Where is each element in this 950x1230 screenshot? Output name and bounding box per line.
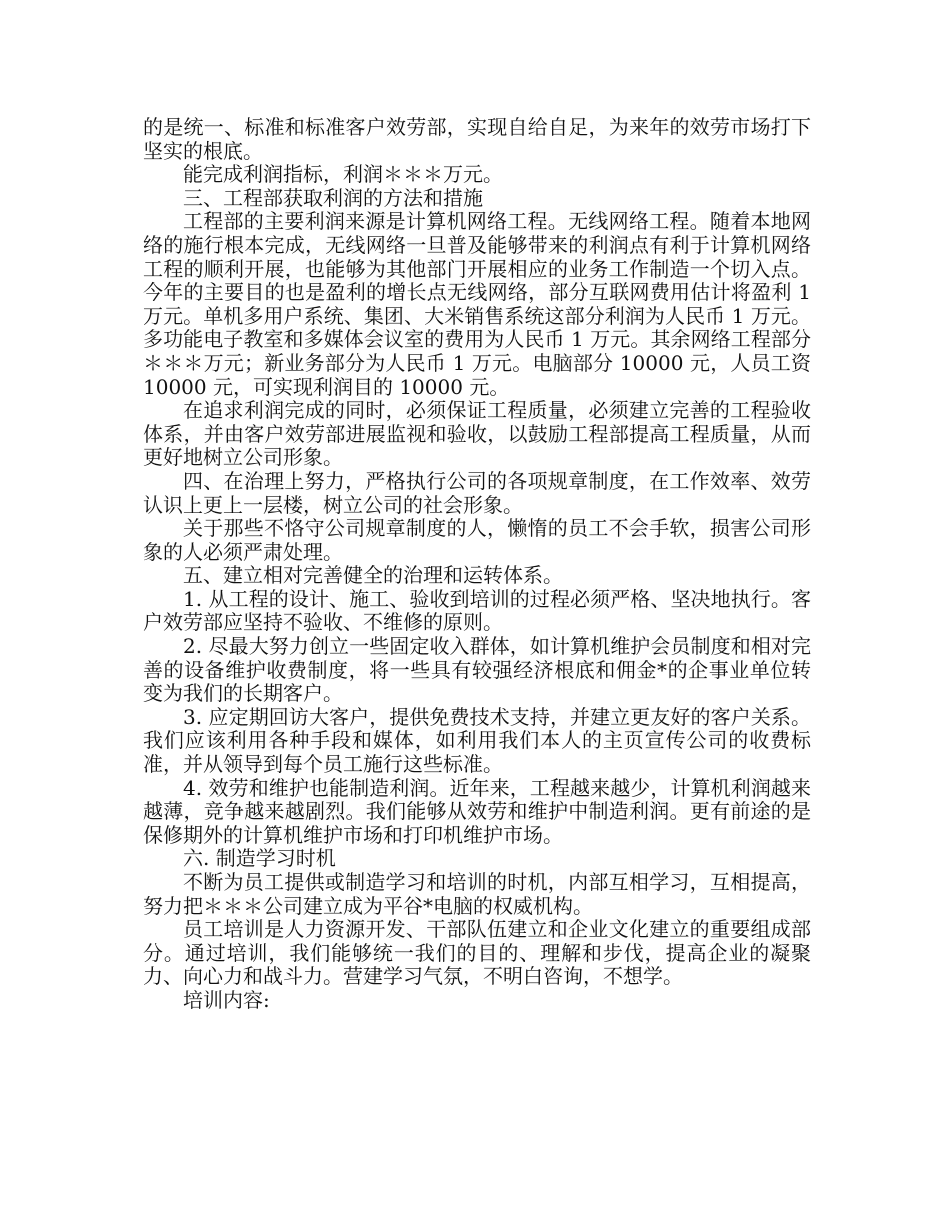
section-heading-4: 四、在治理上努力，严格执行公司的各项规章制度，在工作效率、效劳认识上更上一层楼，树立公司的社会形象。 [143,468,811,517]
paragraph-7: 关于那些不恪守公司规章制度的人，懒惰的员工不会手软，损害公司形象的人必须严肃处理。 [143,516,811,564]
list-item-1: 1. 从工程的设计、施工、验收到培训的过程必须严格、坚决地执行。客户效劳部应坚持不验收、不维修的原则。 [143,586,811,635]
list-item-3: 3. 应定期回访大客户，提供免费技术支持，并建立更友好的客户关系。我们应该利用各种手段和媒体，如利用我们本人的主页宣传公司的收费标准，并从领导到每个员工施行这些标准。 [143,704,811,777]
document-page [143,116,811,1013]
paragraph-16: 培训内容: [183,987,270,1012]
paragraph-2: 能完成利润指标，利润＊＊＊万元。 [183,162,503,187]
paragraph-1: 的是统一、标准和标准客户效劳部，实现自给自足，为来年的效劳市场打下坚实的根底。 [143,115,811,163]
section-heading-5: 五、建立相对完善健全的治理和运转体系。 [183,563,563,588]
paragraph-14: 不断为员工提供或制造学习和培训的时机，内部互相学习，互相提高，努力把＊＊＊公司建立成为平谷*电脑的权威机构。 [143,870,811,918]
paragraph-5: 在追求利润完成的同时，必须保证工程质量，必须建立完善的工程验收体系，并由客户效劳部进展监视和验收，以鼓励工程部提高工程质量，从而更好地树立公司形象。 [143,398,811,470]
paragraph-4: 工程部的主要利润来源是计算机网络工程。无线网络工程。随着本地网络的施行根本完成，无线网络一旦普及能够带来的利润点有利于计算机网络工程的顺利开展，也能够为其他部门开展相应的业务工作制造一个切入点。今年的主要目的也是盈利的增长点无线网络，部分互联网费用估计将盈利 1 万元。单机多用户系统、集团、大米销售系统这部分利润为人民币 1 万元。多功能电子教室和多媒体会议室的费用为人民币 1 万元。其余网络工程部分＊＊＊万元；新业务部分为人民币 1 万元。电脑部分 10000 元，人员工资 10000 元，可实现利润目的 10000 元。 [143,209,811,399]
section-heading-3: 三、工程部获取利润的方法和措施 [183,185,483,210]
paragraph-15: 员工培训是人力资源开发、干部队伍建立和企业文化建立的重要组成部分。通过培训，我们能够统一我们的目的、理解和步伐，提高企业的凝聚力、向心力和战斗力。营建学习气氛，不明白咨询，不想学。 [143,917,811,989]
list-item-4: 4. 效劳和维护也能制造利润。近年来，工程越来越少，计算机利润越来越薄，竞争越来越剧烈。我们能够从效劳和维护中制造利润。更有前途的是保修期外的计算机维护市场和打印机维护市场。 [143,775,811,847]
section-heading-6: 六. 制造学习时机 [183,846,336,871]
list-item-2: 2. 尽最大努力创立一些固定收入群体，如计算机维护会员制度和相对完善的设备维护收费制度，将一些具有较强经济根底和佣金*的企事业单位转变为我们的长期客户。 [143,634,811,706]
